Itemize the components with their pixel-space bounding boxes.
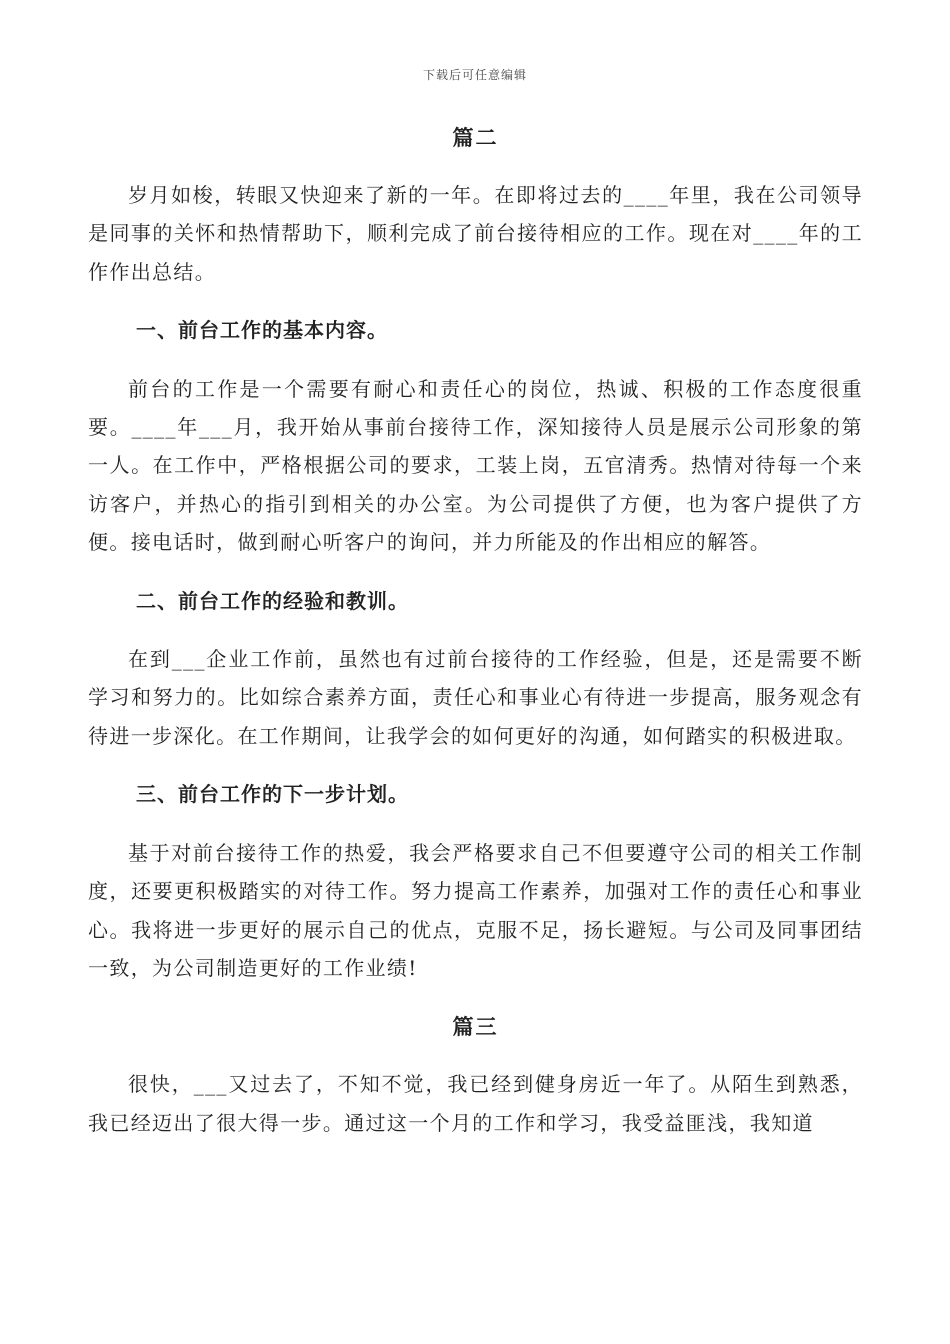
header-note: 下载后可任意编辑 bbox=[422, 68, 527, 82]
section-heading-basic-content: 一、前台工作的基本内容。 bbox=[136, 318, 388, 343]
next-plan-paragraph: 基于对前台接待工作的热爱，我会严格要求自己不但要遵守公司的相关工作制度，还要更积极踏实的对待工作。努力提高工作素养，加强对工作的责任心和事业心。我将进一步更好的展示自己的优点，克服不足，扬长避短。与公司及同事团结一致，为公司制造更好的工作业绩! bbox=[88, 840, 863, 980]
part-two-title: 篇二 bbox=[452, 125, 499, 150]
section-heading-experience: 二、前台工作的经验和教训。 bbox=[136, 588, 409, 613]
experience-paragraph: 在到___企业工作前，虽然也有过前台接待的工作经验，但是，还是需要不断学习和努力的。比如综合素养方面，责任心和事业心有待进一步提高，服务观念有待进一步深化。在工作期间，让我学会的如何更好的沟通，如何踏实的积极进取。 bbox=[88, 647, 863, 748]
basic-content-paragraph: 前台的工作是一个需要有耐心和责任心的岗位，热诚、积极的工作态度很重要。____年___月，我开始从事前台接待工作，深知接待人员是展示公司形象的第一人。在工作中，严格根据公司的要求，工装上岗，五官清秀。热情对待每一个来访客户，并热心的指引到相关的办公室。为公司提供了方便，也为客户提供了方便。接电话时，做到耐心听客户的询问，并力所能及的作出相应的解答。 bbox=[88, 376, 863, 555]
part-three-title: 篇三 bbox=[452, 1014, 499, 1040]
document-body bbox=[88, 118, 863, 1142]
part-two-intro-paragraph: 岁月如梭，转眼又快迎来了新的一年。在即将过去的____年里，我在公司领导是同事的关怀和热情帮助下，顺利完成了前台接待相应的工作。现在对____年的工作作出总结。 bbox=[88, 183, 863, 284]
section-heading-next-plan: 三、前台工作的下一步计划。 bbox=[136, 782, 409, 807]
part-three-intro-paragraph: 很快，___又过去了，不知不觉，我已经到健身房近一年了。从陌生到熟悉，我已经迈出了很大得一步。通过这一个月的工作和学习，我受益匪浅，我知道 bbox=[88, 1072, 863, 1135]
